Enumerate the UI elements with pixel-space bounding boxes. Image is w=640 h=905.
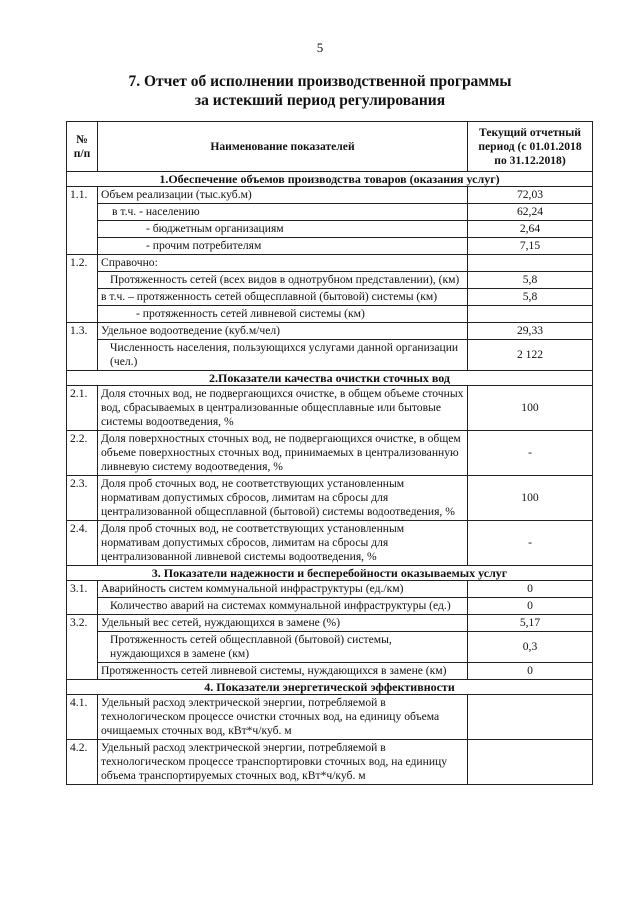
section-1-title: 1.Обеспечение объемов производства товаров (оказания услуг)	[67, 172, 593, 187]
row-num: 3.1.	[67, 581, 98, 615]
row-num: 4.2.	[67, 740, 98, 785]
row-name: в т.ч. – протяженность сетей общесплавной (бытовой) системы (км)	[98, 289, 468, 306]
row-num: 2.1.	[67, 386, 98, 431]
row-value: 5,17	[468, 615, 593, 632]
row-num: 1.3.	[67, 323, 98, 371]
section-4-title: 4. Показатели энергетической эффективности	[67, 680, 593, 695]
row-value: 100	[468, 386, 593, 431]
row-value: 7,15	[468, 238, 593, 255]
row-name: Количество аварий на системах коммунальной инфраструктуры (ед.)	[98, 598, 468, 615]
row-value: 5,8	[468, 289, 593, 306]
row-name: - бюджетным организациям	[98, 221, 468, 238]
title-line-1: 7. Отчет об исполнении производственной программы	[128, 73, 512, 90]
row-value: 0	[468, 663, 593, 680]
row-value: 5,8	[468, 272, 593, 289]
report-table	[66, 121, 593, 785]
row-value: 29,33	[468, 323, 593, 340]
row-name: - прочим потребителям	[98, 238, 468, 255]
row-value: -	[468, 521, 593, 566]
row-num: 4.1.	[67, 695, 98, 740]
section-3-title: 3. Показатели надежности и бесперебойности оказываемых услуг	[67, 566, 593, 581]
page-number: 5	[316, 40, 324, 55]
row-value: 100	[468, 476, 593, 521]
row-name: Объем реализации (тыс.куб.м)	[98, 187, 468, 204]
row-name: Доля сточных вод, не подвергающихся очистке, в общем объеме сточных вод, сбрасываемых в централизованные общесплавные или бытовые системы водоотведения, %	[98, 386, 468, 431]
header-period: Текущий отчетный период (с 01.01.2018 по 31.12.2018)	[468, 122, 593, 172]
row-value: 0	[468, 598, 593, 615]
row-name: Протяженность сетей ливневой системы, нуждающихся в замене (км)	[98, 663, 468, 680]
row-name: Численность населения, пользующихся услугами данной организации (чел.)	[98, 340, 468, 371]
row-name: Удельный расход электрической энергии, потребляемой в технологическом процессе транспортировки сточных вод, на единицу объема транспортируемых сточных вод, кВт*ч/куб. м	[98, 740, 468, 785]
row-value: 0	[468, 581, 593, 598]
row-num: 2.2.	[67, 431, 98, 476]
row-name: Протяженность сетей (всех видов в однотрубном представлении), (км)	[98, 272, 468, 289]
row-value	[468, 740, 593, 785]
page-title	[0, 72, 640, 110]
row-name: Удельный вес сетей, нуждающихся в замене (%)	[98, 615, 468, 632]
row-value: -	[468, 431, 593, 476]
row-name: - протяженность сетей ливневой системы (км)	[98, 306, 468, 323]
row-num: 1.1.	[67, 187, 98, 255]
row-value: 2 122	[468, 340, 593, 371]
row-name: Протяженность сетей общесплавной (бытовой) системы, нуждающихся в замене (км)	[98, 632, 468, 663]
row-value: 72,03	[468, 187, 593, 204]
row-name: Доля проб сточных вод, не соответствующих установленным нормативам допустимых сбросов, лимитам на сбросы для централизованной ливневой системы водоотведения, %	[98, 521, 468, 566]
row-value: 62,24	[468, 204, 593, 221]
title-line-2: за истекший период регулирования	[194, 92, 446, 109]
row-value	[468, 255, 593, 272]
row-name: Удельный расход электрической энергии, потребляемой в технологическом процессе очистки сточных вод, на единицу объема очищаемых сточных вод, кВт*ч/куб. м	[98, 695, 468, 740]
row-value	[468, 306, 593, 323]
row-value	[468, 695, 593, 740]
row-num: 3.2.	[67, 615, 98, 680]
row-name: Удельное водоотведение (куб.м/чел)	[98, 323, 468, 340]
row-value: 0,3	[468, 632, 593, 663]
header-num: № п/п	[67, 122, 98, 172]
row-name: Доля поверхностных сточных вод, не подвергающихся очистке, в общем объеме поверхностных сточных вод, принимаемых в централизованную ливневую систему водоотведения, %	[98, 431, 468, 476]
row-num: 1.2.	[67, 255, 98, 323]
row-name: Справочно:	[98, 255, 468, 272]
row-num: 2.3.	[67, 476, 98, 521]
row-value: 2,64	[468, 221, 593, 238]
row-name: Аварийность систем коммунальной инфраструктуры (ед./км)	[98, 581, 468, 598]
section-2-title: 2.Показатели качества очистки сточных вод	[67, 371, 593, 386]
row-name: в т.ч. - населению	[98, 204, 468, 221]
header-name: Наименование показателей	[98, 122, 468, 172]
row-num: 2.4.	[67, 521, 98, 566]
row-name: Доля проб сточных вод, не соответствующих установленным нормативам допустимых сбросов, лимитам на сбросы для централизованной общесплавной (бытовой) системы водоотведения, %	[98, 476, 468, 521]
